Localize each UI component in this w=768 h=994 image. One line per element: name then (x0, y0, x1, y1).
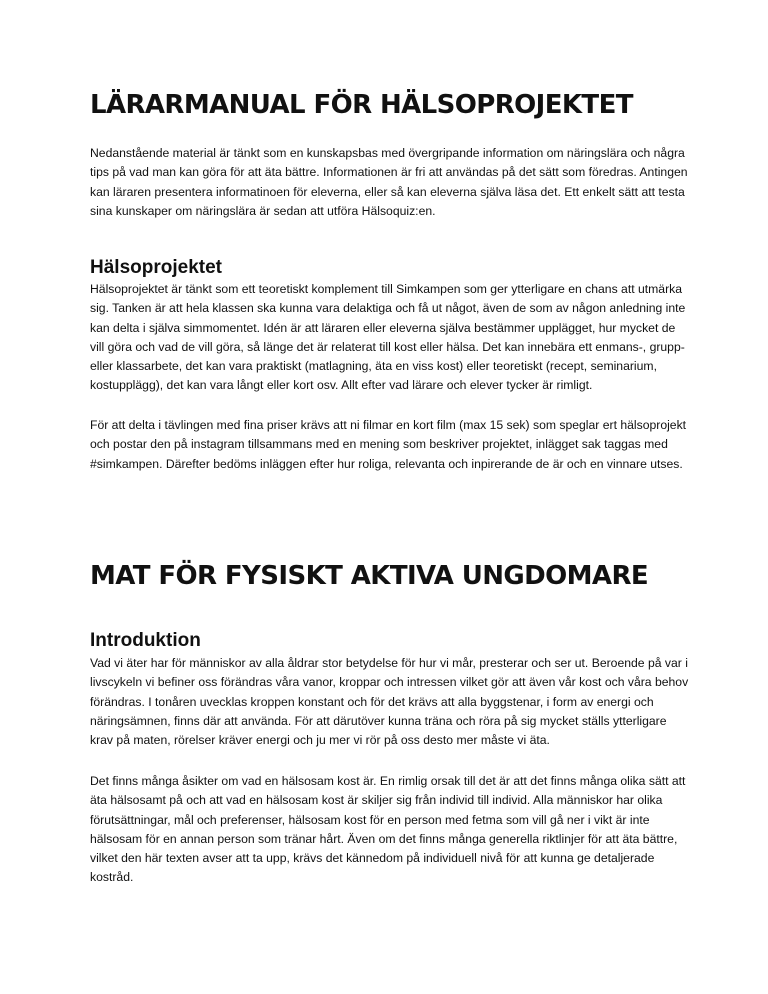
subheading-introduktion: Introduktion (90, 630, 201, 651)
paragraph-introduktion-1: Vad vi äter har för människor av alla åldrar stor betydelse för hur vi mår, presterar och ser ut. Beroende på var i livscykeln vi befiner oss förändras våra vanor, kroppar och intressen vilket gör att även vår kost och våra behov förändras. I tonåren uvecklas kroppen konstant och för det krävs att alla byggstenar, i form av energi och näringsämnen, finns där att använda. För att därutöver kunna träna och röra på sig mycket ställs ytterligare krav på maten, rörelser kräver energi och ju mer vi rör på oss desto mer måste vi äta. (90, 656, 689, 748)
paragraph-introduktion-2: Det finns många åsikter om vad en hälsosam kost är. En rimlig orsak till det är att det finns många olika sätt att äta hälsosamt på och att vad en hälsosam kost är skiljer sig från individ till individ. Alla människor har olika förutsättningar, mål och preferenser, hälsosam kost för en person med fetma som vill gå ner i vikt är inte hälsosam för en annan person som tränar hårt. Även om det finns många generella riktlinjer för att äta bättre, vilket den här texten avser att ta upp, krävs det kännedom på individuell nivå för att kunna ge detaljerade kostråd. (90, 774, 686, 885)
intro-paragraph: Nedanstående material är tänkt som en kunskapsbas med övergripande information om näringslära och några tips på vad man kan göra för att äta bättre. Informationen är fri att användas på det sätt som föredras. Antingen kan läraren presentera informatinoen för eleverna, eller så kan eleverna själva läsa det. Ett enkelt sätt att testa sina kunskaper om näringslära är sedan att utföra Hälsoquiz:en. (90, 146, 688, 218)
paragraph-halsoprojektet-2: För att delta i tävlingen med fina priser krävs att ni filmar en kort film (max 15 sek) som speglar ert hälsoprojekt och postar den på instagram tillsammans med en mening som beskriver projektet, inlägget sak taggas med #simkampen. Därefter bedöms inläggen efter hur roliga, relevanta och inpirerande de är och en vinnare utses. (90, 418, 687, 471)
section-heading-lararmanual: LÄRARMANUAL FÖR HÄLSOPROJEKTET (90, 90, 633, 120)
subheading-halsoprojektet: Hälsoprojektet (90, 257, 222, 278)
section-heading-mat: MAT FÖR FYSISKT AKTIVA UNGDOMARE (90, 561, 649, 591)
paragraph-halsoprojektet-1: Hälsoprojektet är tänkt som ett teoretiskt komplement till Simkampen som ger ytterligare en chans att utmärka sig. Tanken är att hela klassen ska kunna vara delaktiga och få ut något, även de som av någon anledning inte kan delta i själva simmomentet. Idén är att läraren eller eleverna själva bestämmer upplägget, hur mycket de vill göra och vad de vill göra, så länge det är relaterat till kost eller hälsa. Det kan innebära ett enmans-, grupp- eller klassarbete, det kan vara praktiskt (matlagning, äta en viss kost) eller teoretiskt (recept, seminarium, kostupplägg), det kan vara långt eller kort osv. Allt efter vad lärare och elever tycker är rimligt. (90, 282, 686, 393)
